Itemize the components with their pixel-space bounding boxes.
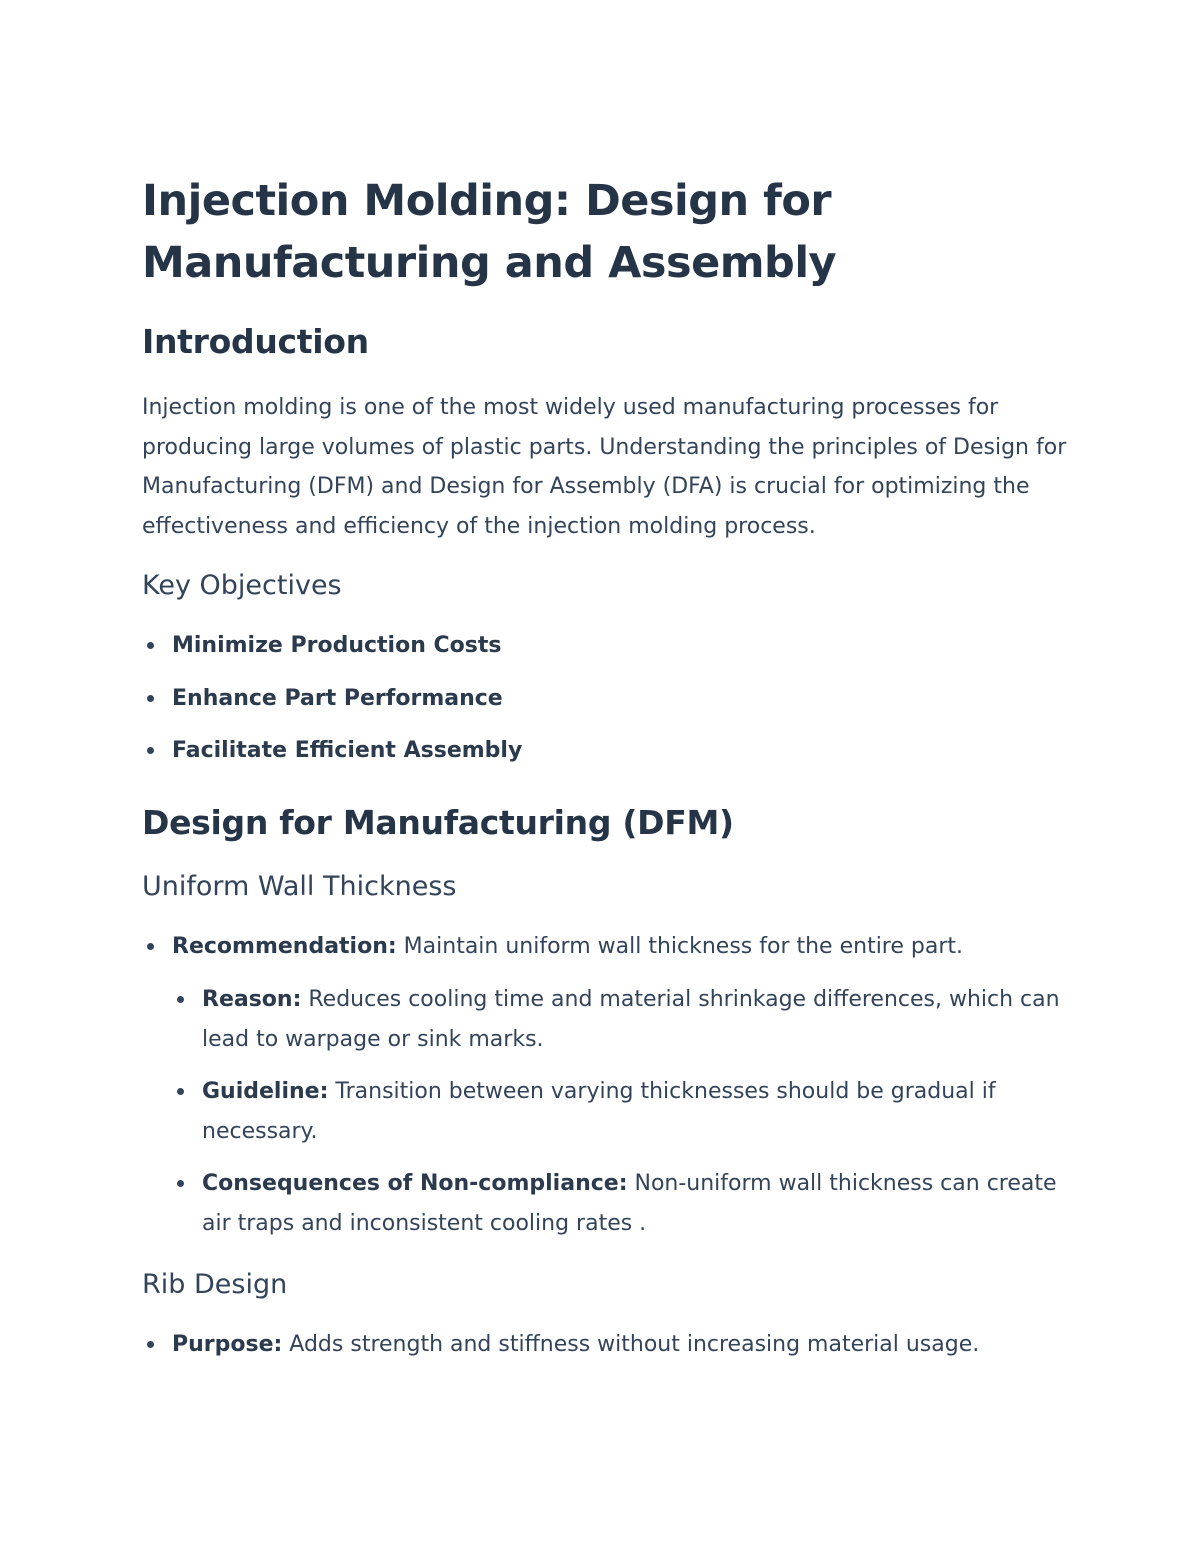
recommendation-text: Maintain uniform wall thickness for the entire part.	[396, 933, 964, 959]
reason-text: Reduces cooling time and material shrinkage differences, which can lead to warpage or sink marks.	[202, 987, 1060, 1052]
list-item	[172, 927, 1072, 967]
introduction-heading: Introduction	[142, 322, 369, 361]
introduction-paragraph: Injection molding is one of the most widely used manufacturing processes for producing large volumes of plastic parts. Understanding the principles of Design for Manufacturing (DFM) and Design for Assembly (DFA) is crucial for optimizing the effectiveness and efficiency of the injection molding process.	[142, 395, 1067, 539]
rib-design-heading: Rib Design	[142, 1269, 288, 1300]
list-item	[202, 1072, 1072, 1151]
objective-text: Facilitate Efficient Assembly	[172, 738, 523, 763]
list-item	[172, 731, 1072, 771]
recommendation-label: Recommendation:	[172, 933, 397, 959]
consequences-text: Non-uniform wall thickness can create air traps and inconsistent cooling rates .	[202, 1171, 1057, 1236]
purpose-text: Adds strength and stiffness without increasing material usage.	[282, 1332, 980, 1357]
uniform-wall-heading: Uniform Wall Thickness	[142, 870, 457, 902]
objective-text: Minimize Production Costs	[172, 633, 502, 658]
guideline-text: Transition between varying thicknesses should be gradual if necessary.	[202, 1079, 996, 1144]
list-item	[202, 980, 1072, 1059]
list-item	[172, 1325, 1072, 1365]
guideline-label: Guideline:	[202, 1079, 329, 1104]
uniform-wall-list	[142, 927, 1072, 1244]
document-page	[142, 170, 1072, 1365]
purpose-label: Purpose:	[172, 1332, 283, 1357]
list-item	[172, 679, 1072, 719]
objectives-list	[142, 626, 1072, 771]
rib-design-list	[142, 1325, 1072, 1365]
list-item	[202, 1164, 1072, 1243]
dfm-heading: Design for Manufacturing (DFM)	[142, 802, 734, 842]
key-objectives-heading: Key Objectives	[142, 570, 342, 601]
list-item	[172, 626, 1072, 666]
consequences-label: Consequences of Non-compliance:	[202, 1171, 628, 1196]
reason-label: Reason:	[202, 987, 302, 1012]
objective-text: Enhance Part Performance	[172, 685, 503, 711]
document-title: Injection Molding: Design for Manufacturing and Assembly	[142, 176, 837, 288]
